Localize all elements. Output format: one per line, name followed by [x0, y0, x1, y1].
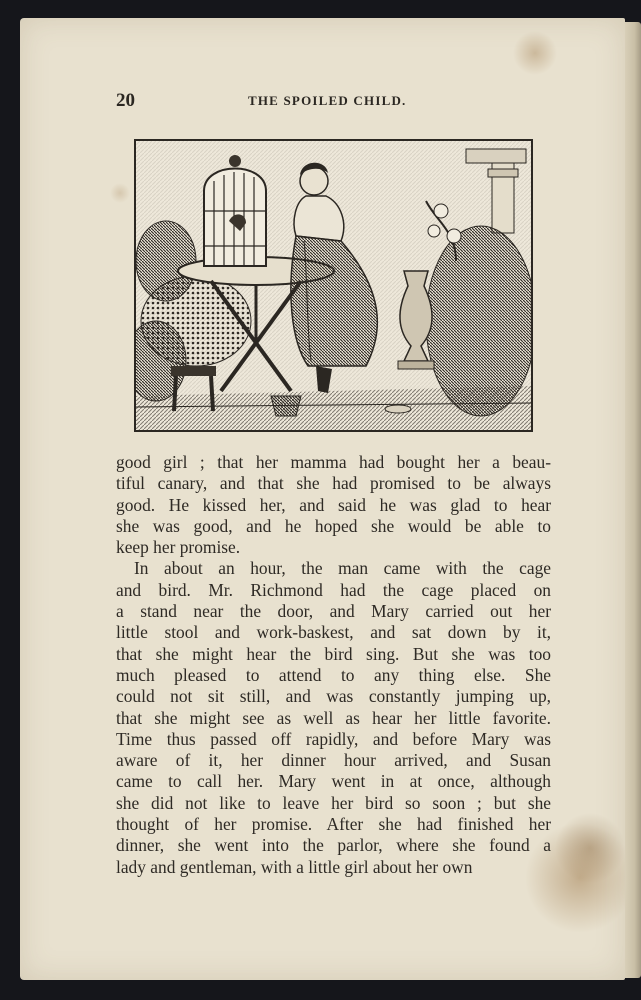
- text-line: tiful canary, and that she had promised to be always: [116, 473, 551, 494]
- text-line: little stool and work-baskest, and sat down by it,: [116, 622, 551, 643]
- text-line: good girl ; that her mamma had bought her a beau-: [116, 452, 551, 472]
- text-line: and bird. Mr. Richmond had the cage placed on: [116, 579, 551, 600]
- text-line: that she might see as well as hear her little favorite.: [116, 707, 551, 728]
- text-line: she was good, and he hoped she would be able to: [116, 515, 551, 536]
- text-line: she did not like to leave her bird so soon ; but she: [116, 792, 551, 813]
- text-line: keep her promise.: [116, 537, 241, 558]
- text-line: dinner, she went into the parlor, where she found a: [116, 835, 551, 856]
- text-line: lady and gentleman, with a little girl about her own: [116, 856, 473, 877]
- text-line: good. He kissed her, and said he was glad to hear: [116, 494, 551, 515]
- body-text: [116, 452, 551, 878]
- text-line: a stand near the door, and Mary carried out her: [116, 601, 551, 622]
- woodcut-illustration: [134, 139, 533, 432]
- text-line: that she might hear the bird sing. But she was too: [116, 643, 551, 664]
- text-line: much pleased to attend to any thing else. She: [116, 664, 551, 685]
- woodcut-girl-with-birdcage-icon: [136, 141, 531, 430]
- text-line: Time thus passed off rapidly, and before Mary was: [116, 728, 551, 749]
- paragraph: [116, 558, 551, 877]
- page-edge: [625, 22, 641, 978]
- text-line: In about an hour, the man came with the cage: [134, 558, 551, 579]
- text-line: aware of it, her dinner hour arrived, and Susan: [116, 750, 551, 771]
- text-line: came to call her. Mary went in at once, although: [116, 771, 551, 792]
- page-number: 20: [116, 90, 135, 111]
- text-line: thought of her promise. After she had finished her: [116, 814, 551, 835]
- paragraph: [116, 452, 551, 558]
- book-title: THE SPOILED CHILD.: [248, 93, 407, 108]
- text-line: could not sit still, and was constantly jumping up,: [116, 686, 551, 707]
- running-head: [0, 90, 641, 112]
